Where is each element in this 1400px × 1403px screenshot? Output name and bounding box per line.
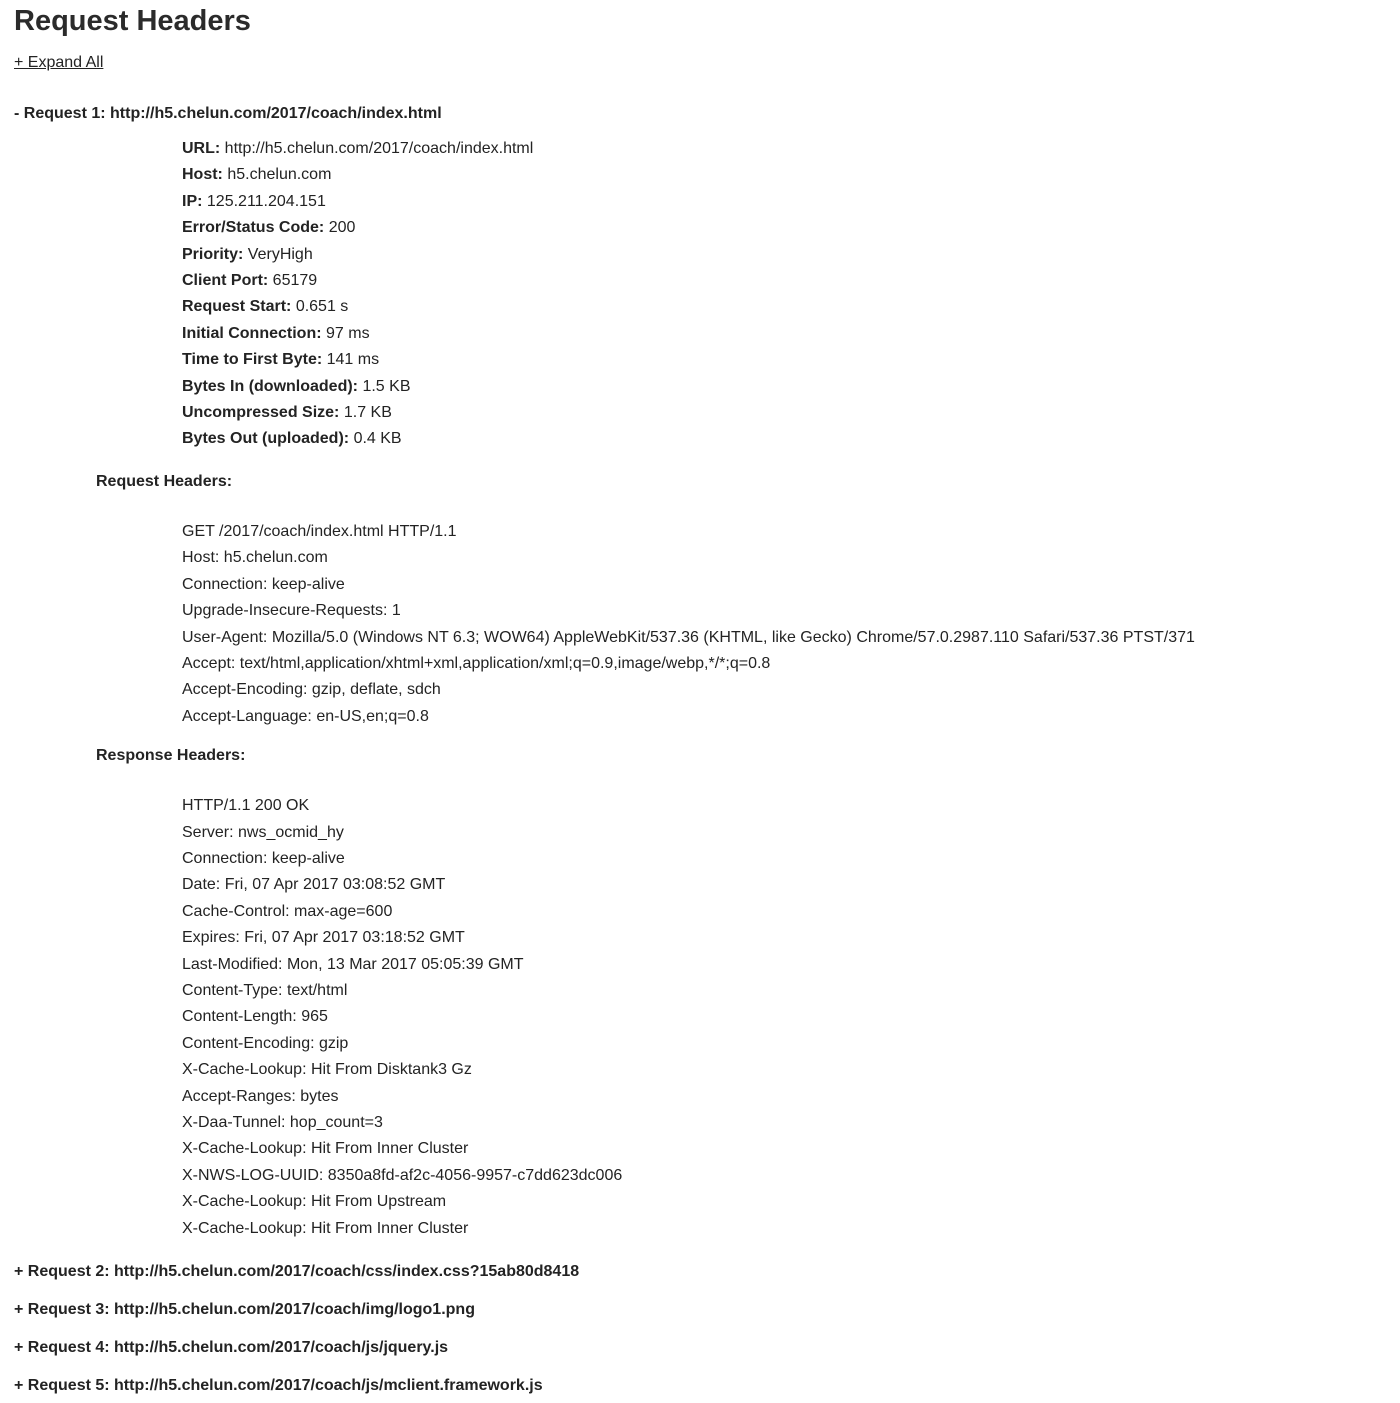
- request-toggle[interactable]: + Request 2: http://h5.chelun.com/2017/coach/css/index.css?15ab80d8418: [14, 1263, 580, 1281]
- detail-value: 65179: [272, 272, 318, 290]
- request-headers-list: [182, 519, 1400, 730]
- detail-label: Request Start:: [182, 298, 292, 316]
- detail-row: [182, 426, 1400, 452]
- request-header-line: Connection: keep-alive: [182, 575, 345, 593]
- request-1-section: [14, 105, 1400, 1242]
- request-header-line: Accept-Language: en-US,en;q=0.8: [182, 707, 429, 725]
- detail-label: Bytes In (downloaded):: [182, 377, 358, 395]
- response-header-line: Cache-Control: max-age=600: [182, 902, 393, 920]
- detail-row: [182, 215, 1400, 241]
- detail-value: 97 ms: [326, 324, 370, 342]
- detail-label: Error/Status Code:: [182, 219, 325, 237]
- detail-label: Client Port:: [182, 272, 269, 290]
- detail-row: [182, 374, 1400, 400]
- response-header-line: Expires: Fri, 07 Apr 2017 03:18:52 GMT: [182, 929, 465, 947]
- request-header-line: Upgrade-Insecure-Requests: 1: [182, 602, 401, 620]
- request-header-line: GET /2017/coach/index.html HTTP/1.1: [182, 522, 457, 540]
- detail-row: [182, 242, 1400, 268]
- collapsed-requests: [14, 1263, 1400, 1394]
- detail-label: URL:: [182, 140, 221, 157]
- detail-row: [182, 136, 1400, 162]
- request-header-line: Host: h5.chelun.com: [182, 549, 328, 567]
- response-header-line: Content-Type: text/html: [182, 981, 348, 999]
- detail-label: Uncompressed Size:: [182, 404, 340, 422]
- request-toggle[interactable]: + Request 4: http://h5.chelun.com/2017/coach/js/jquery.js: [14, 1339, 449, 1357]
- response-header-line: Accept-Ranges: bytes: [182, 1087, 339, 1105]
- response-headers-heading: Response Headers:: [96, 747, 246, 765]
- request-header-line: Accept: text/html,application/xhtml+xml,application/xml;q=0.9,image/webp,*/*;q=0.8: [182, 654, 771, 672]
- response-header-line: X-NWS-LOG-UUID: 8350a8fd-af2c-4056-9957-c7dd623dc006: [182, 1166, 623, 1184]
- detail-row: [182, 347, 1400, 373]
- detail-row: [182, 294, 1400, 320]
- detail-value: 125.211.204.151: [206, 192, 326, 210]
- detail-row: [182, 189, 1400, 215]
- response-header-line: Date: Fri, 07 Apr 2017 03:08:52 GMT: [182, 876, 446, 894]
- response-header-line: X-Cache-Lookup: Hit From Upstream: [182, 1193, 447, 1211]
- request-headers-heading: Request Headers:: [96, 472, 233, 490]
- response-header-line: HTTP/1.1 200 OK: [182, 797, 310, 815]
- expand-all-link[interactable]: + Expand All: [14, 54, 104, 71]
- detail-value: 0.4 KB: [353, 430, 402, 448]
- response-header-line: Server: nws_ocmid_hy: [182, 823, 344, 841]
- detail-value: 141 ms: [326, 351, 380, 369]
- detail-value: 0.651 s: [295, 298, 349, 316]
- detail-value: 200: [328, 219, 356, 237]
- response-header-line: Connection: keep-alive: [182, 849, 345, 867]
- request-toggle[interactable]: + Request 3: http://h5.chelun.com/2017/coach/img/logo1.png: [14, 1301, 475, 1319]
- response-header-line: X-Daa-Tunnel: hop_count=3: [182, 1114, 383, 1131]
- detail-label: Host:: [182, 166, 223, 184]
- detail-value: 1.7 KB: [343, 404, 392, 422]
- detail-label: IP:: [182, 192, 203, 210]
- response-header-line: X-Cache-Lookup: Hit From Inner Cluster: [182, 1219, 469, 1237]
- response-headers-list: [182, 793, 1400, 1242]
- response-header-line: X-Cache-Lookup: Hit From Disktank3 Gz: [182, 1061, 472, 1079]
- request-header-line: User-Agent: Mozilla/5.0 (Windows NT 6.3; WOW64) AppleWebKit/537.36 (KHTML, like Gecko) Chrome/57.0.2987.110 Safari/537.36 PTST/371: [182, 628, 1195, 646]
- request-1-toggle[interactable]: - Request 1: http://h5.chelun.com/2017/coach/index.html: [14, 105, 442, 122]
- detail-row: [182, 321, 1400, 347]
- request-header-line: Accept-Encoding: gzip, deflate, sdch: [182, 681, 441, 699]
- detail-row: [182, 268, 1400, 294]
- detail-value: h5.chelun.com: [227, 166, 332, 184]
- response-header-line: X-Cache-Lookup: Hit From Inner Cluster: [182, 1140, 469, 1158]
- detail-label: Initial Connection:: [182, 324, 322, 342]
- detail-label: Time to First Byte:: [182, 351, 323, 369]
- response-header-line: Content-Length: 965: [182, 1008, 328, 1026]
- detail-value: http://h5.chelun.com/2017/coach/index.html: [224, 140, 534, 157]
- detail-row: [182, 162, 1400, 188]
- request-1-details: [182, 136, 1400, 453]
- detail-value: VeryHigh: [247, 245, 313, 263]
- request-toggle[interactable]: + Request 5: http://h5.chelun.com/2017/coach/js/mclient.framework.js: [14, 1377, 543, 1395]
- response-header-line: Last-Modified: Mon, 13 Mar 2017 05:05:39 GMT: [182, 955, 524, 973]
- detail-row: [182, 400, 1400, 426]
- response-header-line: Content-Encoding: gzip: [182, 1034, 349, 1052]
- detail-label: Bytes Out (uploaded):: [182, 430, 350, 448]
- detail-value: 1.5 KB: [362, 377, 411, 395]
- page-title: Request Headers: [14, 5, 251, 37]
- detail-label: Priority:: [182, 245, 244, 263]
